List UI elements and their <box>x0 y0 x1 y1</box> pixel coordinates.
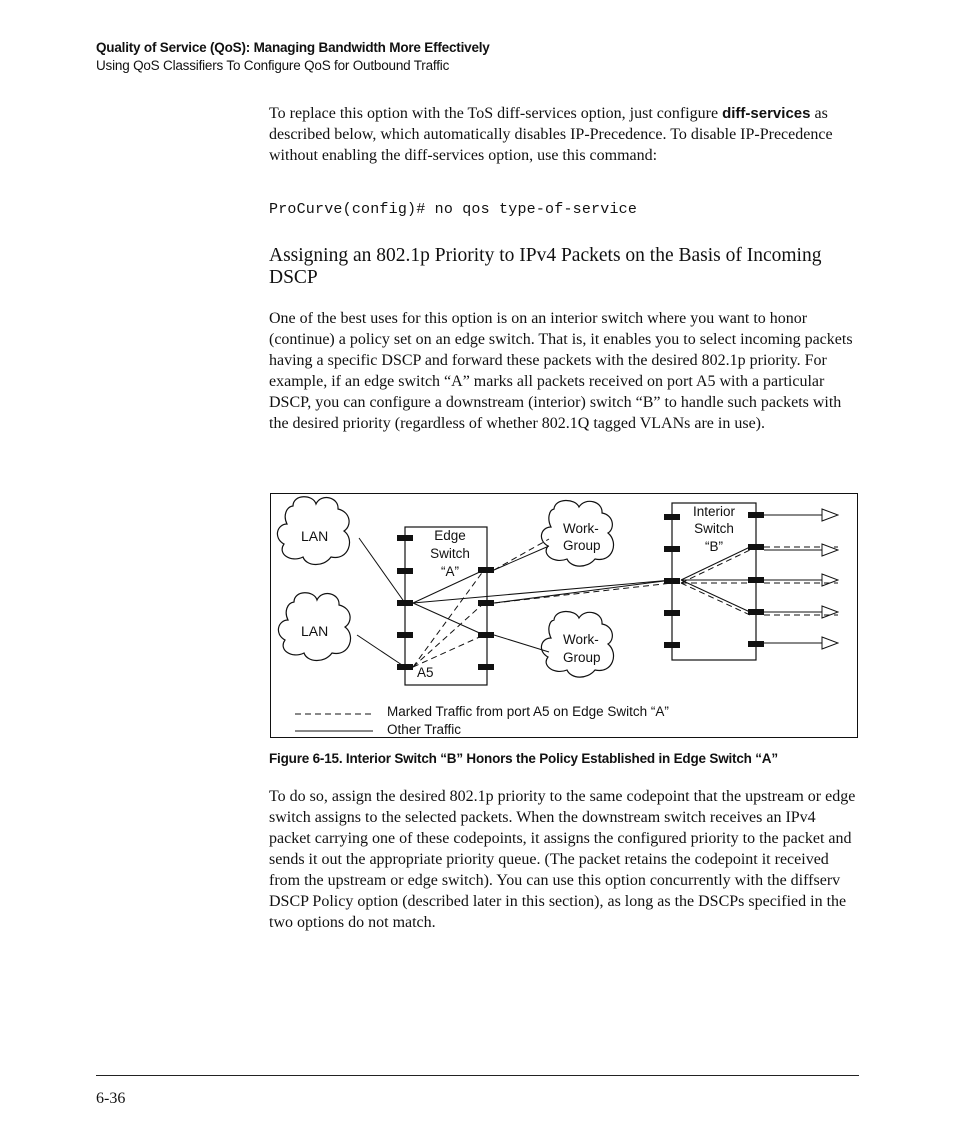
lan-top-label: LAN <box>301 528 329 544</box>
intro-bold-term: diff-services <box>722 105 811 122</box>
intro-text-2: as described below, which automatically disables IP-Precedence. To disable IP-Precedence without enabling the diff-services option, use this command: <box>269 105 833 164</box>
command-example: ProCurve(config)# no qos type-of-service <box>269 201 638 218</box>
edge-switch-label-3: “A” <box>441 564 459 579</box>
intro-paragraph <box>269 103 861 166</box>
figure-caption: Figure 6-15. Interior Switch “B” Honors the Policy Established in Edge Switch “A” <box>269 751 778 766</box>
workgroup-bottom-label-2: Group <box>563 650 601 665</box>
footer-rule <box>96 1075 859 1076</box>
network-diagram <box>270 493 858 738</box>
running-header-title: Quality of Service (QoS): Managing Bandwidth More Effectively <box>96 40 490 55</box>
legend-other-label: Other Traffic <box>387 722 462 737</box>
running-header-subtitle: Using QoS Classifiers To Configure QoS for Outbound Traffic <box>96 58 450 73</box>
interior-switch-label-3: “B” <box>705 539 723 554</box>
body-paragraph-1: One of the best uses for this option is on an interior switch where you want to honor (continue) a policy set on an edge switch. That is, it enables you to select incoming packets having a specific DSCP and forward these packets with the desired 802.1p priority. For example, if an edge switch “A” marks all packets received on port A5 with a particular DSCP, you can configure a downstream (interior) switch “B” to handle such packets with the desired priority (regardless of whether 802.1Q tagged VLANs are in use). <box>269 310 853 432</box>
interior-switch-label-2: Switch <box>694 521 734 536</box>
port-a5-label: A5 <box>417 665 434 680</box>
section-heading: Assigning an 802.1p Priority to IPv4 Packets on the Basis of Incoming DSCP <box>269 245 822 288</box>
output-arrows <box>764 515 838 643</box>
interior-switch-label-1: Interior <box>692 504 736 519</box>
workgroup-top-label-1: Work- <box>563 521 599 536</box>
edge-switch-label-2: Switch <box>430 546 470 561</box>
body-paragraph-2: To do so, assign the desired 802.1p priority to the same codepoint that the upstream or edge switch assigns to the selected packets. When the downstream switch receives an IPv4 packet carrying one of these codepoints, it assigns the configured priority to the packet and sends it out the appropriate priority queue. (The packet retains the codepoint it received from the upstream or edge switch). You can use this option concurrently with the diffserv DSCP Policy option (described later in this section), as long as the DSCPs specified in the two options do not match. <box>269 788 856 931</box>
workgroup-bottom-label-1: Work- <box>563 632 599 647</box>
edge-switch-label-1: Edge <box>434 528 466 543</box>
network-diagram-svg <box>271 494 859 739</box>
workgroup-top-label-2: Group <box>563 538 601 553</box>
lan-bottom-label: LAN <box>301 623 329 639</box>
legend-marked-label: Marked Traffic from port A5 on Edge Switch “A” <box>387 704 669 719</box>
intro-text-1: To replace this option with the ToS diff-services option, just configure <box>269 105 723 122</box>
page-number: 6-36 <box>96 1090 126 1107</box>
